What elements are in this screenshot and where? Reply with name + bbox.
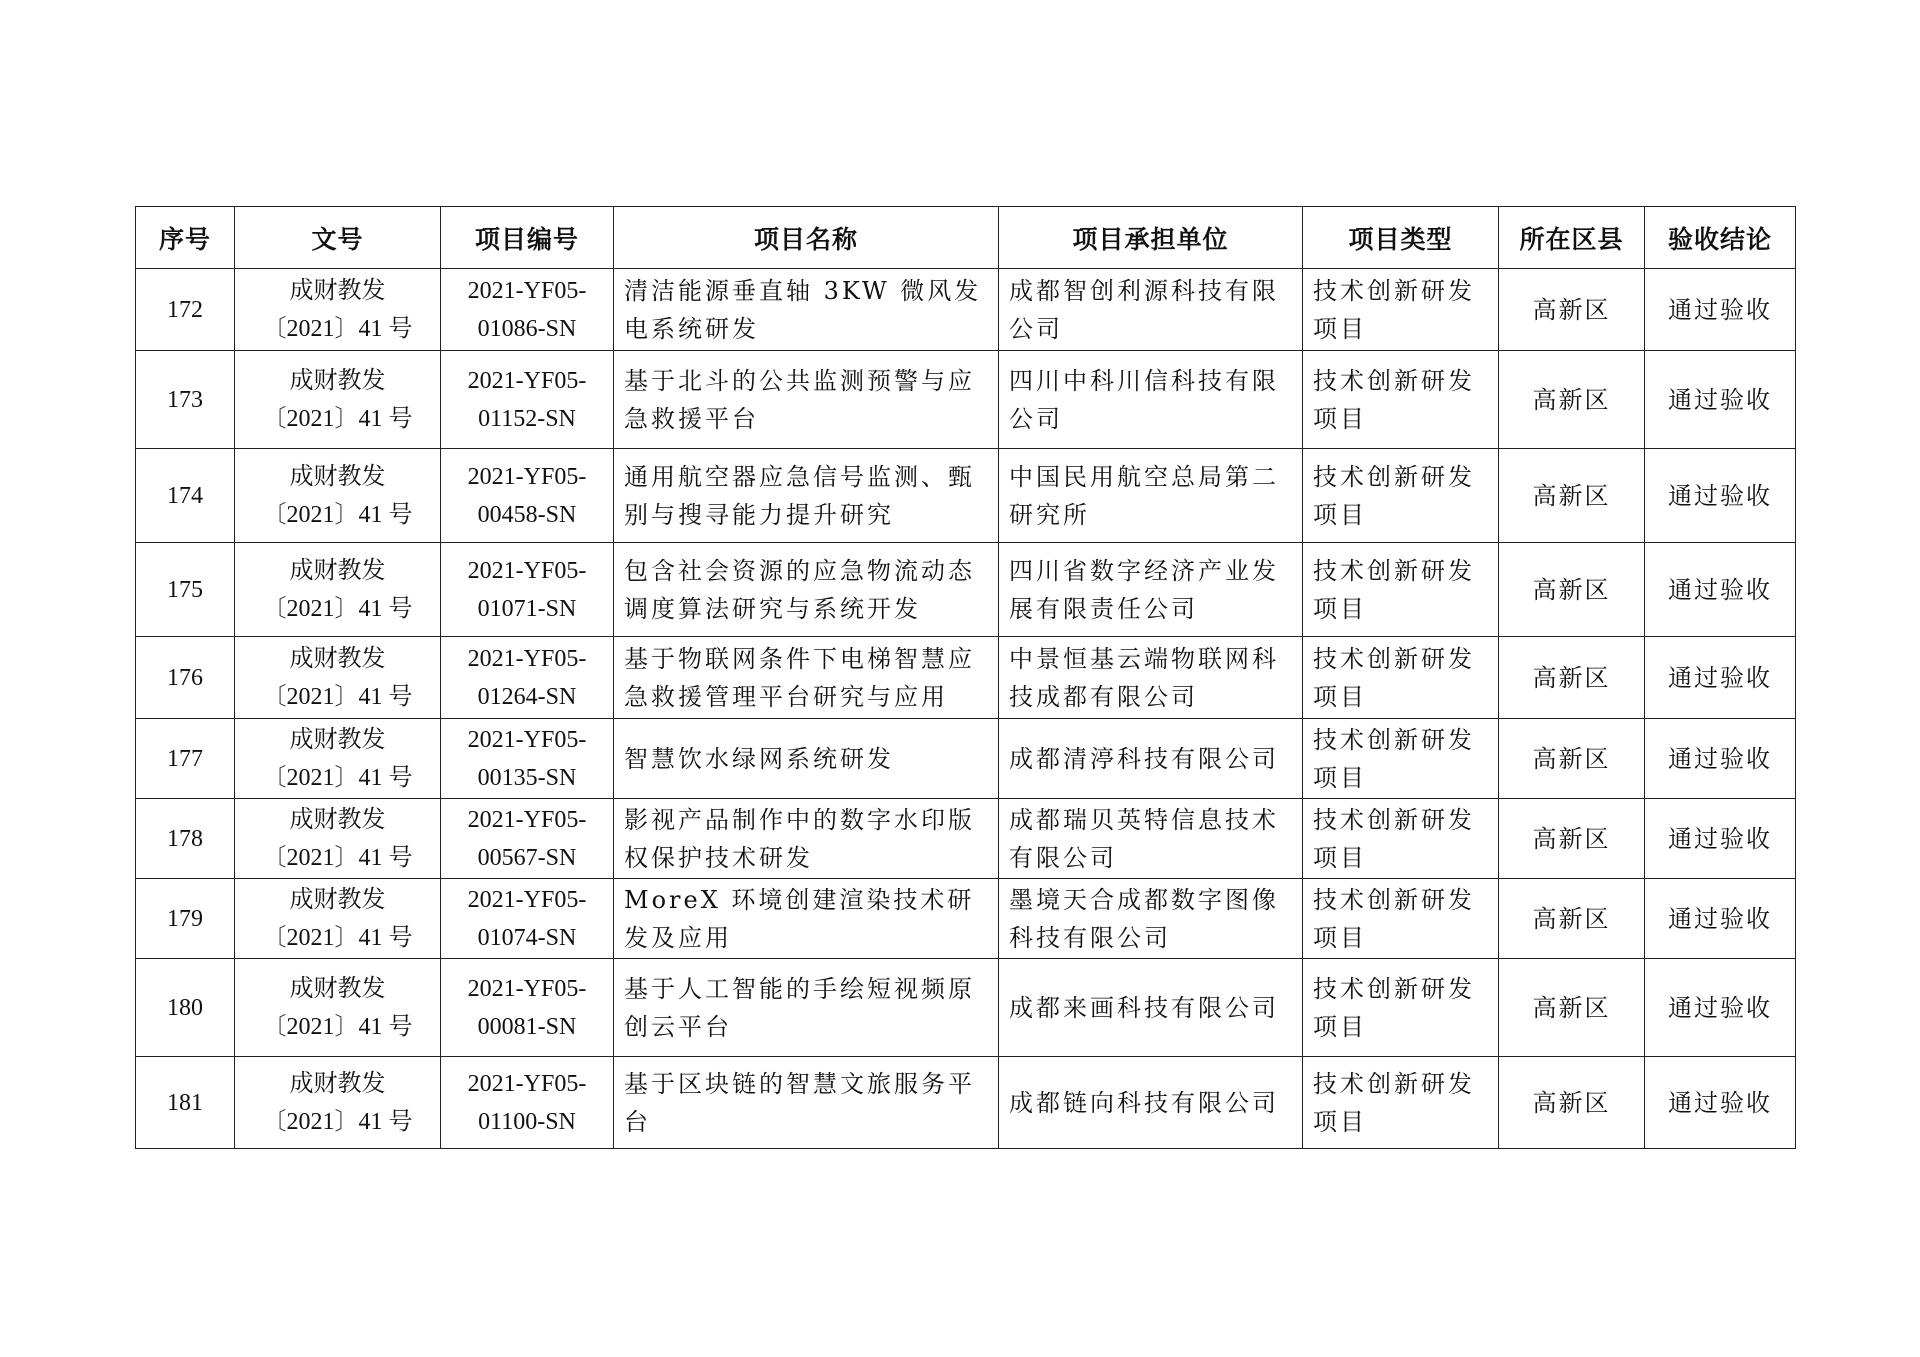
- row-seq-cell: [136, 543, 235, 637]
- row-undertaking-unit-cell: [999, 799, 1303, 879]
- row-undertaking-unit-cell: [999, 637, 1303, 719]
- row-acceptance-result-cell: [1645, 351, 1796, 449]
- row-project-type-cell: [1303, 351, 1499, 449]
- row-project-code: 2021-YF05- 00135-SN: [467, 726, 587, 791]
- row-undertaking-unit: 成都瑞贝英特信息技术有限公司: [1009, 805, 1279, 872]
- row-doc-no: 成财教发 〔2021〕41 号: [262, 1070, 413, 1135]
- row-seq: 179: [167, 905, 203, 932]
- row-project-type: 技术创新研发项目: [1313, 556, 1475, 623]
- row-project-name: 影视产品制作中的数字水印版权保护技术研发: [624, 805, 975, 872]
- row-district-cell: [1499, 449, 1645, 543]
- row-seq-cell: [136, 799, 235, 879]
- row-doc-no: 成财教发 〔2021〕41 号: [262, 557, 413, 622]
- row-project-type-cell: [1303, 269, 1499, 351]
- row-project-name-cell: [614, 719, 999, 799]
- row-undertaking-unit: 四川中科川信科技有限公司: [1009, 366, 1279, 433]
- row-project-type: 技术创新研发项目: [1313, 725, 1475, 792]
- row-seq: 174: [167, 482, 203, 509]
- row-undertaking-unit-cell: [999, 879, 1303, 959]
- row-acceptance-result-cell: [1645, 269, 1796, 351]
- row-project-type-cell: [1303, 799, 1499, 879]
- row-acceptance-result: 通过验收: [1668, 663, 1772, 692]
- row-district-cell: [1499, 1057, 1645, 1149]
- row-undertaking-unit: 中国民用航空总局第二研究所: [1009, 462, 1279, 529]
- row-project-code: 2021-YF05- 01264-SN: [467, 645, 587, 710]
- row-acceptance-result: 通过验收: [1668, 575, 1772, 604]
- row-seq-cell: [136, 449, 235, 543]
- row-project-name: 基于物联网条件下电梯智慧应急救援管理平台研究与应用: [624, 644, 975, 711]
- row-seq-cell: [136, 351, 235, 449]
- header-doc-no: 文号: [235, 207, 441, 269]
- row-doc-no: 成财教发 〔2021〕41 号: [262, 277, 413, 342]
- row-project-name-cell: [614, 269, 999, 351]
- row-doc-no-cell: [235, 1057, 441, 1149]
- row-seq-cell: [136, 1057, 235, 1149]
- row-project-name-cell: [614, 959, 999, 1057]
- row-district-cell: [1499, 269, 1645, 351]
- row-project-code-cell: [441, 637, 614, 719]
- row-doc-no-cell: [235, 351, 441, 449]
- row-district-cell: [1499, 719, 1645, 799]
- row-seq-cell: [136, 637, 235, 719]
- row-acceptance-result-cell: [1645, 543, 1796, 637]
- table-row: [136, 637, 1796, 719]
- row-seq: 180: [167, 994, 203, 1021]
- row-doc-no-cell: [235, 543, 441, 637]
- row-undertaking-unit: 墨境天合成都数字图像科技有限公司: [1009, 885, 1279, 952]
- row-project-type: 技术创新研发项目: [1313, 1069, 1475, 1136]
- row-project-code-cell: [441, 799, 614, 879]
- row-project-code-cell: [441, 351, 614, 449]
- row-undertaking-unit-cell: [999, 351, 1303, 449]
- table-body: [136, 269, 1796, 1149]
- row-doc-no: 成财教发 〔2021〕41 号: [262, 463, 413, 528]
- row-project-name-cell: [614, 1057, 999, 1149]
- table-row: [136, 269, 1796, 351]
- table-row: [136, 1057, 1796, 1149]
- row-project-name-cell: [614, 351, 999, 449]
- row-project-type: 技术创新研发项目: [1313, 974, 1475, 1041]
- row-acceptance-result: 通过验收: [1668, 993, 1772, 1022]
- row-project-code: 2021-YF05- 00081-SN: [467, 975, 587, 1040]
- row-undertaking-unit-cell: [999, 959, 1303, 1057]
- row-project-type: 技术创新研发项目: [1313, 462, 1475, 529]
- row-project-code-cell: [441, 879, 614, 959]
- table-header-row: [136, 207, 1796, 269]
- row-district-cell: [1499, 959, 1645, 1057]
- row-seq: 175: [167, 576, 203, 603]
- row-undertaking-unit-cell: [999, 543, 1303, 637]
- header-project-code: 项目编号: [441, 207, 614, 269]
- row-project-name: 通用航空器应急信号监测、甄别与搜寻能力提升研究: [624, 462, 975, 529]
- row-district: 高新区: [1532, 295, 1611, 324]
- row-doc-no: 成财教发 〔2021〕41 号: [262, 886, 413, 951]
- row-project-type-cell: [1303, 719, 1499, 799]
- header-acceptance-result: 验收结论: [1645, 207, 1796, 269]
- row-acceptance-result-cell: [1645, 959, 1796, 1057]
- row-undertaking-unit-cell: [999, 719, 1303, 799]
- row-project-name: 智慧饮水绿网系统研发: [624, 744, 894, 773]
- row-acceptance-result-cell: [1645, 719, 1796, 799]
- row-district: 高新区: [1532, 744, 1611, 773]
- row-project-type-cell: [1303, 959, 1499, 1057]
- header-seq: 序号: [136, 207, 235, 269]
- row-project-code: 2021-YF05- 01100-SN: [467, 1070, 587, 1135]
- row-acceptance-result: 通过验收: [1668, 824, 1772, 853]
- row-project-code: 2021-YF05- 01086-SN: [467, 277, 587, 342]
- row-district: 高新区: [1532, 663, 1611, 692]
- row-doc-no-cell: [235, 799, 441, 879]
- row-doc-no: 成财教发 〔2021〕41 号: [262, 975, 413, 1040]
- row-project-type: 技术创新研发项目: [1313, 644, 1475, 711]
- row-district: 高新区: [1532, 824, 1611, 853]
- table-row: [136, 351, 1796, 449]
- row-project-code: 2021-YF05- 01074-SN: [467, 886, 587, 951]
- row-acceptance-result-cell: [1645, 449, 1796, 543]
- row-doc-no-cell: [235, 449, 441, 543]
- table-row: [136, 719, 1796, 799]
- row-district-cell: [1499, 543, 1645, 637]
- row-acceptance-result: 通过验收: [1668, 904, 1772, 933]
- row-project-name-cell: [614, 637, 999, 719]
- row-project-type-cell: [1303, 879, 1499, 959]
- row-project-type-cell: [1303, 449, 1499, 543]
- row-seq: 181: [167, 1089, 203, 1116]
- table-row: [136, 799, 1796, 879]
- row-undertaking-unit: 成都清渟科技有限公司: [1009, 744, 1279, 773]
- row-undertaking-unit: 成都来画科技有限公司: [1009, 993, 1279, 1022]
- project-acceptance-table: [135, 206, 1796, 1149]
- row-district: 高新区: [1532, 481, 1611, 510]
- row-acceptance-result: 通过验收: [1668, 385, 1772, 414]
- row-acceptance-result: 通过验收: [1668, 295, 1772, 324]
- row-project-code: 2021-YF05- 00567-SN: [467, 806, 587, 871]
- row-district-cell: [1499, 879, 1645, 959]
- row-doc-no-cell: [235, 637, 441, 719]
- row-project-code-cell: [441, 449, 614, 543]
- row-district-cell: [1499, 799, 1645, 879]
- table-row: [136, 449, 1796, 543]
- row-acceptance-result-cell: [1645, 879, 1796, 959]
- row-project-code-cell: [441, 543, 614, 637]
- row-seq: 172: [167, 296, 203, 323]
- row-seq-cell: [136, 959, 235, 1057]
- row-acceptance-result-cell: [1645, 1057, 1796, 1149]
- header-project-type: 项目类型: [1303, 207, 1499, 269]
- row-project-name-cell: [614, 449, 999, 543]
- row-project-type: 技术创新研发项目: [1313, 276, 1475, 343]
- row-doc-no: 成财教发 〔2021〕41 号: [262, 645, 413, 710]
- row-project-type-cell: [1303, 637, 1499, 719]
- row-project-name: MoreX 环境创建渲染技术研发及应用: [624, 885, 975, 952]
- row-project-code: 2021-YF05- 00458-SN: [467, 463, 587, 528]
- row-acceptance-result-cell: [1645, 637, 1796, 719]
- row-project-code-cell: [441, 959, 614, 1057]
- row-project-name: 清洁能源垂直轴 3KW 微风发电系统研发: [624, 276, 982, 343]
- header-undertaking-unit: 项目承担单位: [999, 207, 1303, 269]
- row-seq: 177: [167, 745, 203, 772]
- row-seq-cell: [136, 269, 235, 351]
- row-project-type-cell: [1303, 543, 1499, 637]
- table-row: [136, 543, 1796, 637]
- row-district: 高新区: [1532, 1088, 1611, 1117]
- table-row: [136, 959, 1796, 1057]
- header-project-name: 项目名称: [614, 207, 999, 269]
- row-project-name-cell: [614, 879, 999, 959]
- row-undertaking-unit: 四川省数字经济产业发展有限责任公司: [1009, 556, 1279, 623]
- table-row: [136, 879, 1796, 959]
- row-project-type-cell: [1303, 1057, 1499, 1149]
- row-acceptance-result: 通过验收: [1668, 1088, 1772, 1117]
- row-project-code-cell: [441, 1057, 614, 1149]
- row-project-name: 基于人工智能的手绘短视频原创云平台: [624, 974, 975, 1041]
- row-project-name-cell: [614, 543, 999, 637]
- row-project-name-cell: [614, 799, 999, 879]
- row-acceptance-result: 通过验收: [1668, 481, 1772, 510]
- row-project-code-cell: [441, 719, 614, 799]
- row-doc-no-cell: [235, 879, 441, 959]
- row-project-name: 基于区块链的智慧文旅服务平台: [624, 1069, 975, 1136]
- row-doc-no: 成财教发 〔2021〕41 号: [262, 806, 413, 871]
- row-district: 高新区: [1532, 993, 1611, 1022]
- header-district: 所在区县: [1499, 207, 1645, 269]
- row-doc-no: 成财教发 〔2021〕41 号: [262, 367, 413, 432]
- row-seq: 173: [167, 386, 203, 413]
- row-undertaking-unit-cell: [999, 449, 1303, 543]
- row-project-code: 2021-YF05- 01071-SN: [467, 557, 587, 622]
- row-district-cell: [1499, 637, 1645, 719]
- row-project-type: 技术创新研发项目: [1313, 885, 1475, 952]
- row-project-name: 基于北斗的公共监测预警与应急救援平台: [624, 366, 975, 433]
- row-district-cell: [1499, 351, 1645, 449]
- row-district: 高新区: [1532, 904, 1611, 933]
- row-undertaking-unit: 成都链向科技有限公司: [1009, 1088, 1279, 1117]
- row-project-code: 2021-YF05- 01152-SN: [467, 367, 587, 432]
- row-seq: 178: [167, 825, 203, 852]
- row-project-code-cell: [441, 269, 614, 351]
- row-doc-no-cell: [235, 719, 441, 799]
- row-doc-no-cell: [235, 269, 441, 351]
- row-seq: 176: [167, 664, 203, 691]
- row-acceptance-result-cell: [1645, 799, 1796, 879]
- row-district: 高新区: [1532, 575, 1611, 604]
- row-project-type: 技术创新研发项目: [1313, 805, 1475, 872]
- row-doc-no: 成财教发 〔2021〕41 号: [262, 726, 413, 791]
- row-undertaking-unit: 成都智创利源科技有限公司: [1009, 276, 1279, 343]
- row-seq-cell: [136, 879, 235, 959]
- row-undertaking-unit-cell: [999, 269, 1303, 351]
- row-doc-no-cell: [235, 959, 441, 1057]
- row-undertaking-unit-cell: [999, 1057, 1303, 1149]
- row-project-name: 包含社会资源的应急物流动态调度算法研究与系统开发: [624, 556, 975, 623]
- row-district: 高新区: [1532, 385, 1611, 414]
- row-project-type: 技术创新研发项目: [1313, 366, 1475, 433]
- row-seq-cell: [136, 719, 235, 799]
- row-acceptance-result: 通过验收: [1668, 744, 1772, 773]
- row-undertaking-unit: 中景恒基云端物联网科技成都有限公司: [1009, 644, 1279, 711]
